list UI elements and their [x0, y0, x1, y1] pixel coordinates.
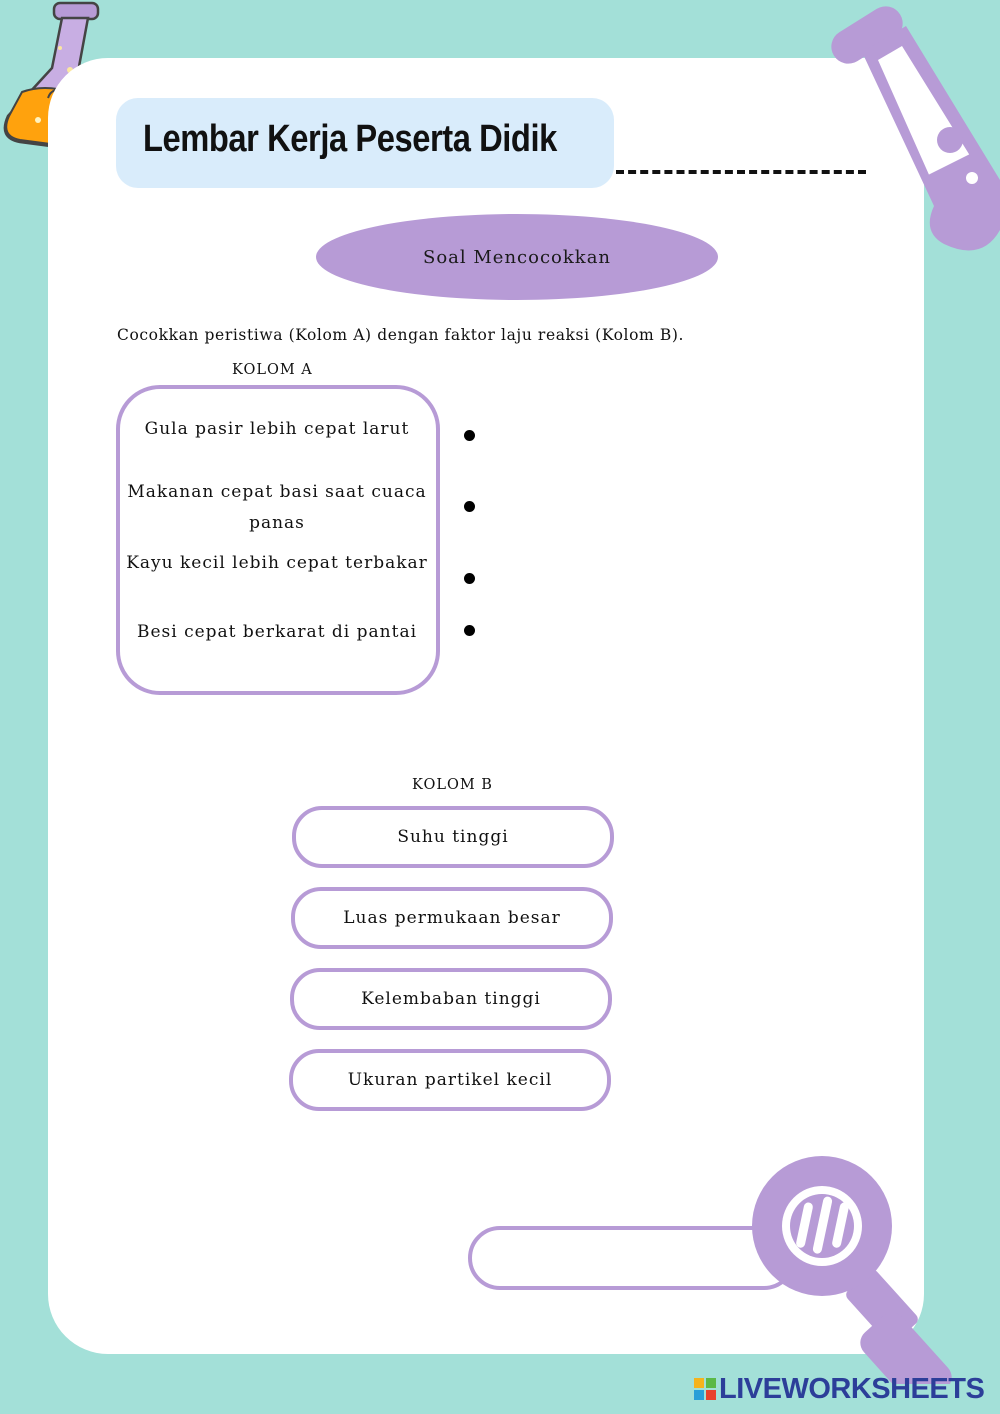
kolom-b-item-3[interactable]: Kelembaban tinggi	[290, 968, 612, 1030]
brand-name: LIVEWORKSHEETS	[719, 1372, 985, 1405]
match-dot-2[interactable]	[464, 501, 475, 512]
instruction-text: Cocokkan peristiwa (Kolom A) dengan faktor laju reaksi (Kolom B).	[117, 326, 685, 344]
section-label: Soal Mencocokkan	[316, 214, 718, 300]
kolom-b-item-1[interactable]: Suhu tinggi	[292, 806, 614, 868]
dashed-line	[616, 170, 866, 174]
magnifier-icon	[748, 1152, 960, 1384]
kolom-a-item-1: Gula pasir lebih cepat larut	[144, 419, 410, 439]
kolom-b-item-4[interactable]: Ukuran partikel kecil	[289, 1049, 611, 1111]
kolom-b-label: KOLOM B	[412, 777, 493, 793]
answer-input-box[interactable]	[468, 1226, 796, 1290]
kolom-a-label: KOLOM A	[232, 362, 313, 378]
match-dot-3[interactable]	[464, 573, 475, 584]
kolom-b-item-2[interactable]: Luas permukaan besar	[291, 887, 613, 949]
kolom-a-item-3: Kayu kecil lebih cepat terbakar	[126, 553, 428, 573]
page-title: Lembar Kerja Peserta Didik	[143, 118, 557, 160]
match-dot-4[interactable]	[464, 625, 475, 636]
test-tube-icon	[822, 0, 1000, 256]
kolom-a-item-2: Makanan cepat basi saat cuaca panas	[127, 482, 427, 533]
match-dot-1[interactable]	[464, 430, 475, 441]
kolom-a-item-4: Besi cepat berkarat di pantai	[136, 622, 418, 642]
liveworksheets-logo-icon	[694, 1378, 716, 1400]
liveworksheets-logo	[694, 1374, 984, 1404]
